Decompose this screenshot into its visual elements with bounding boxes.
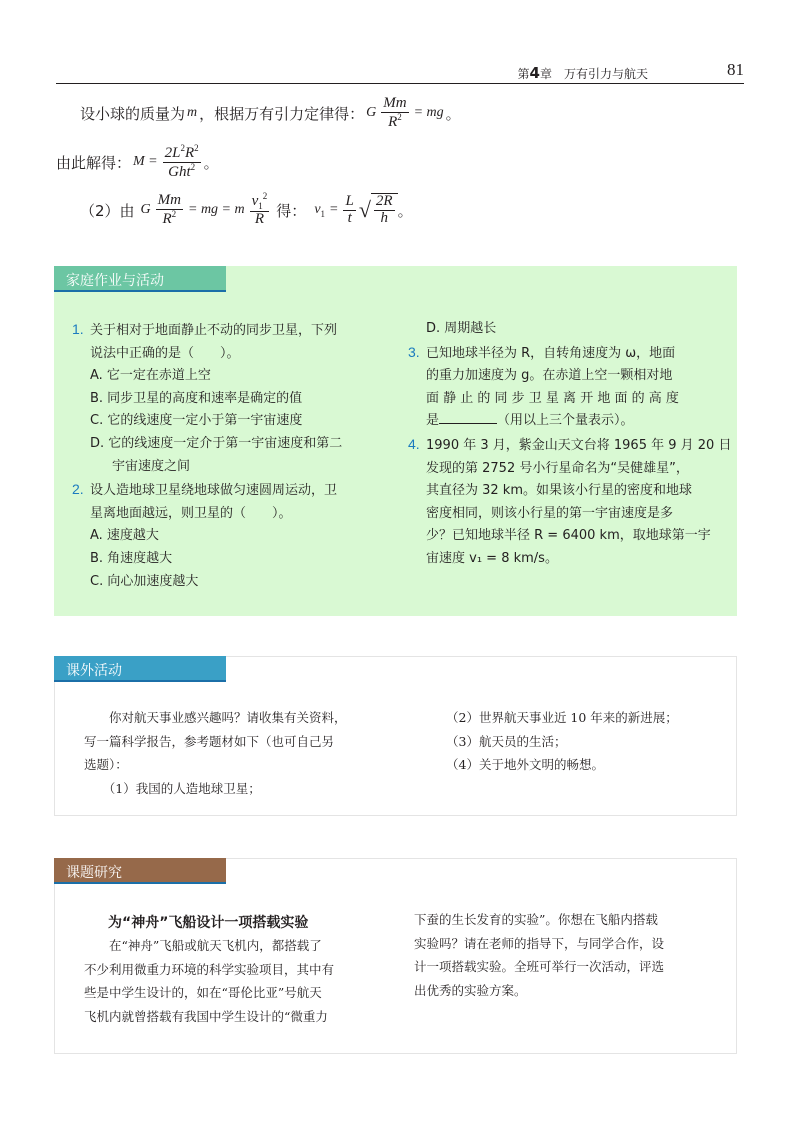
question-line <box>72 318 392 343</box>
text-line: 不少利用微重力环境的科学实验项目，其中有 <box>84 961 335 977</box>
extracurricular-left-column <box>84 706 394 800</box>
question-line: A. 速度越大 <box>90 528 159 544</box>
blank-prefix: 是 <box>426 413 440 429</box>
text-line: 写一篇科学报告，参考题材如下（也可自己另 <box>84 733 335 749</box>
text-line: 选题）： <box>84 757 128 772</box>
question-line: 少？已知地球半径 R = 6400 km，取地球第一宇 <box>426 528 711 544</box>
question-line: A. 它一定在赤道上空 <box>90 368 211 384</box>
question-number: 2. <box>72 481 84 498</box>
question-line: B. 角速度越大 <box>90 550 173 566</box>
text-line: 些是中学生设计的，如在“哥伦比亚”号航天 <box>84 985 322 1000</box>
question-line: 面 静 止 的 同 步 卫 星 离 开 地 面 的 高 度 <box>426 390 679 406</box>
question-line: 星离地面越远，则卫星的（ ）。 <box>90 505 292 521</box>
homework-right-column <box>408 318 732 571</box>
question-number: 4. <box>408 435 420 452</box>
question-line <box>408 341 728 366</box>
blank-suffix: （用以上三个量表示）。 <box>497 413 634 429</box>
text-line: （2）世界航天事业近 10 年来的新进展； <box>446 710 678 725</box>
text-line: 飞机内就曾搭载有我国中学生设计的“微重力 <box>84 1008 328 1024</box>
homework-section-title: 家庭作业与活动 <box>54 266 226 292</box>
text-line: （1）我国的人造地球卫星； <box>84 780 261 796</box>
question-line: 宇宙速度之间 <box>112 458 191 474</box>
question-text: 已知地球半径为 R，自转角速度为 ω，地面 <box>426 345 676 361</box>
chapter-label: 第4章 万有引力与航天 <box>517 64 648 82</box>
question-line: D. 周期越长 <box>426 321 497 336</box>
answer-blank[interactable] <box>439 410 497 424</box>
question-text: 1990 年 3 月，紫金山天文台将 1965 年 9 月 20 日 <box>426 437 732 453</box>
text-line: 出优秀的实验方案。 <box>414 982 527 998</box>
text-line: 在“神舟”飞船或航天飞机内，都搭载了 <box>84 938 322 953</box>
extracurricular-section-title: 课外活动 <box>54 656 226 682</box>
page-header <box>56 62 744 84</box>
text-line: 实验吗？请在老师的指导下，与同学合作，设 <box>414 935 665 951</box>
question-line: C. 向心加速度越大 <box>90 573 199 589</box>
text-line: （3）航天员的生活； <box>446 733 567 749</box>
question-text: 关于相对于地面静止不动的同步卫星，下列 <box>90 323 338 338</box>
question-line: D. 它的线速度一定介于第一宇宙速度和第二 <box>90 435 343 451</box>
research-section-title: 课题研究 <box>54 858 226 884</box>
extracurricular-right-column <box>446 706 726 777</box>
question-line: 其直径为 32 km。如果该小行星的密度和地球 <box>426 483 692 499</box>
question-line: 密度相同，则该小行星的第一宇宙速度是多 <box>426 505 674 521</box>
solution-line-2: 由此解得： M = $\frac{2L^2R^2}{Ght^2}$ 。 <box>56 143 219 180</box>
fill-blank-line <box>408 410 728 433</box>
question-line: B. 同步卫星的高度和速率是确定的值 <box>90 390 303 406</box>
solution-line-1: 设小球的质量为 m ，根据万有引力定律得： G $\frac{Mm}{R^2}$ = mg 。 <box>80 95 461 130</box>
question-number: 3. <box>408 343 420 360</box>
research-left-column <box>84 934 394 1028</box>
question-line: 的重力加速度为 g。在赤道上空一颗相对地 <box>426 368 673 384</box>
question-line: 说法中正确的是（ ）。 <box>90 345 240 361</box>
question-line <box>72 478 392 503</box>
research-right-column <box>414 908 724 1002</box>
question-line: C. 它的线速度一定小于第一宇宙速度 <box>90 413 303 429</box>
page-number: 81 <box>727 60 744 79</box>
text-line: 你对航天事业感兴趣吗？请收集有关资料， <box>84 710 347 725</box>
text-line: （4）关于地外文明的畅想。 <box>446 757 604 772</box>
question-line <box>408 433 732 458</box>
question-line: 宙速度 v₁ = 8 km/s。 <box>426 550 558 566</box>
question-text: 设人造地球卫星绕地球做匀速圆周运动，卫 <box>90 483 338 499</box>
research-article-title: 为“神舟”飞船设计一项搭载实验 <box>108 915 309 931</box>
solution-line-3: （2）由 G $\frac{Mm}{R^2}$ = mg = m $\frac{v_1^2}{R}$ 得： $v_1$ = $\frac{L}{t}$ √ $\frac{2R}{h}$ 。 <box>80 191 413 228</box>
homework-left-column <box>72 318 392 593</box>
question-number: 1. <box>72 321 84 337</box>
text-line: 计一项搭载实验。全班可举行一次活动，评选 <box>414 959 665 974</box>
question-line: 发现的第 2752 号小行星命名为“吴健雄星”， <box>426 460 689 476</box>
text-line: 下蚕的生长发育的实验”。你想在飞船内搭载 <box>414 912 658 927</box>
